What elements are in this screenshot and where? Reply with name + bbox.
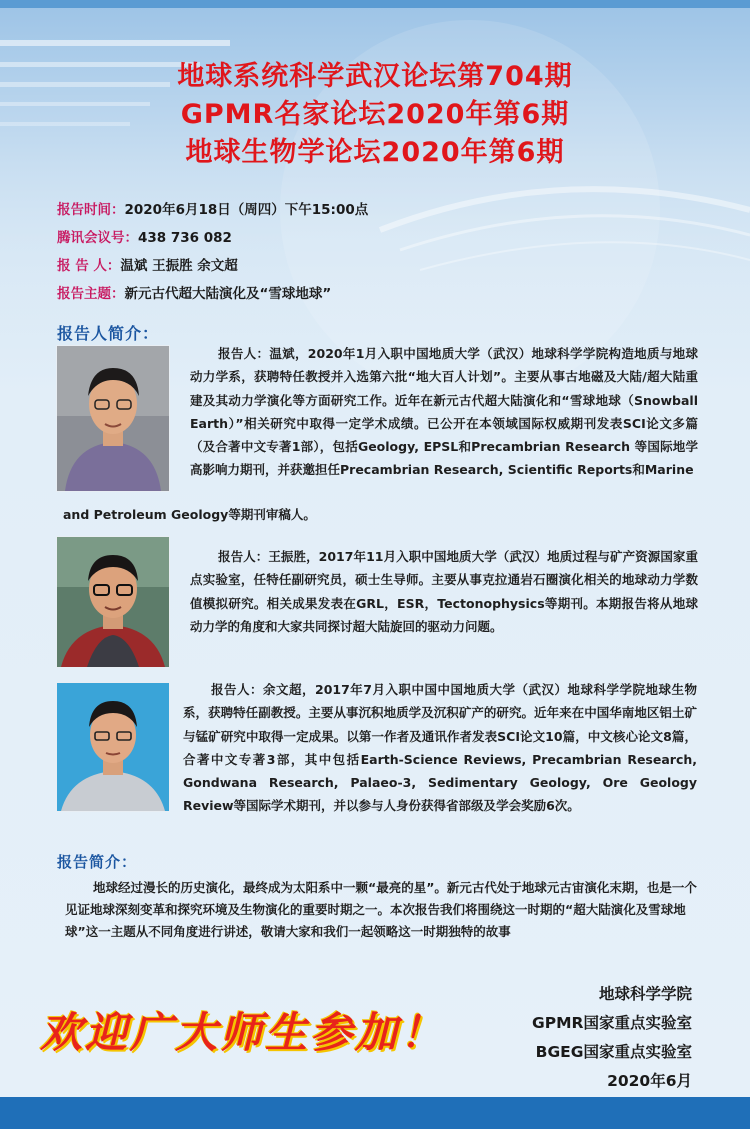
bio-wen-tail	[63, 503, 703, 526]
title-line-1: 地球系统科学武汉论坛第704期	[177, 61, 573, 92]
portrait-icon	[57, 346, 169, 491]
org-date: 2020年6月	[607, 1072, 692, 1090]
bio-wang	[190, 545, 698, 638]
bio-wen	[190, 342, 698, 482]
meeting-value: 438 736 082	[138, 230, 232, 246]
speaker-label: 报 告 人：	[57, 258, 121, 274]
time-value: 2020年6月18日（周四）下午15:00点	[124, 202, 369, 218]
bottom-bar	[0, 1097, 750, 1129]
title-block	[0, 58, 750, 172]
organizer-block	[532, 980, 692, 1096]
org-line-3: BGEG国家重点实验室	[535, 1043, 692, 1061]
topic-label: 报告主题：	[57, 286, 125, 302]
title-line-2: GPMR名家论坛2020年第6期	[180, 99, 570, 130]
speaker-photo-wang	[57, 537, 169, 667]
summary	[65, 877, 697, 943]
welcome-slogan: 欢迎广大师生参加！	[40, 1008, 446, 1057]
speaker-photo-yu	[57, 683, 169, 811]
org-line-2: GPMR国家重点实验室	[532, 1014, 692, 1032]
summary-text: 地球经过漫长的历史演化，最终成为太阳系中一颗“最亮的星”。新元古代处于地球元古宙演化末期，也是一个见证地球深刻变革和探究环境及生物演化的重要时期之一。本次报告我们将围绕这一时期的“超大陆演化及雪球地球”这一主题从不同角度进行讲述，敬请大家和我们一起领略这一时期独特的故事	[65, 880, 697, 939]
bio-wang-text: 报告人：王振胜，2017年11月入职中国地质大学（武汉）地质过程与矿产资源国家重点实验室，任特任副研究员，硕士生导师。主要从事克拉通岩石圈演化相关的地球动力学数值模拟研究。相关成果发表在GRL，ESR，Tectonophysics等期刊。本期报告将从地球动力学的角度和大家共同探讨超大陆旋回的驱动力问题。	[190, 549, 698, 634]
portrait-icon	[57, 683, 169, 811]
bio-wen-text: 报告人：温斌，2020年1月入职中国地质大学（武汉）地球科学学院构造地质与地球动力学系，获聘特任教授并入选第六批“地大百人计划”。主要从事古地磁及大陆/超大陆重建及其动力学演化等方面研究工作。近年在新元古代超大陆演化和“雪球地球（Snowball Earth）”相关研究中取得一定学术成绩。已公开在本领域国际权威期刊发表SCI论文多篇（及合著中文专著1部），包括Geology, EPSL和Precambrian Research 等国际地学高影响力期刊，并获邀担任Precambrian Research, Scientific Reports和Marine	[190, 346, 698, 478]
bio-yu	[183, 678, 697, 818]
bio-yu-text: 报告人：余文超，2017年7月入职中国中国地质大学（武汉）地球科学学院地球生物系，获聘特任副教授。主要从事沉积地质学及沉积矿产的研究。近年来在中国华南地区铝土矿与锰矿研究中取得一定成果。以第一作者及通讯作者发表SCI论文10篇，中文核心论文8篇，合著中文专著3部，其中包括Earth-Science Reviews, Precambrian Research, Gondwana Research, Palaeo-3, Sedimentary Geology, Ore Geology Review等国际学术期刊，并以参与人身份获得省部级及学会奖励6次。	[183, 682, 697, 814]
org-line-1: 地球科学学院	[598, 985, 692, 1003]
event-info	[57, 200, 368, 312]
summary-section-title: 报告简介：	[57, 853, 138, 871]
topic-value: 新元古代超大陆演化及“雪球地球”	[124, 286, 332, 302]
speaker-value: 温斌 王振胜 余文超	[120, 258, 238, 274]
time-label: 报告时间：	[57, 202, 125, 218]
speakers-section-title: 报告人简介：	[57, 324, 160, 343]
meeting-label: 腾讯会议号：	[57, 230, 138, 246]
portrait-icon	[57, 537, 169, 667]
info-speaker	[57, 256, 368, 284]
speaker-photo-wen	[57, 346, 169, 491]
info-meeting	[57, 228, 368, 256]
title-line-3: 地球生物学论坛2020年第6期	[185, 137, 565, 168]
info-topic	[57, 284, 368, 312]
bio-wen-tail-text: and Petroleum Geology等期刊审稿人。	[63, 507, 316, 522]
info-time	[57, 200, 368, 228]
